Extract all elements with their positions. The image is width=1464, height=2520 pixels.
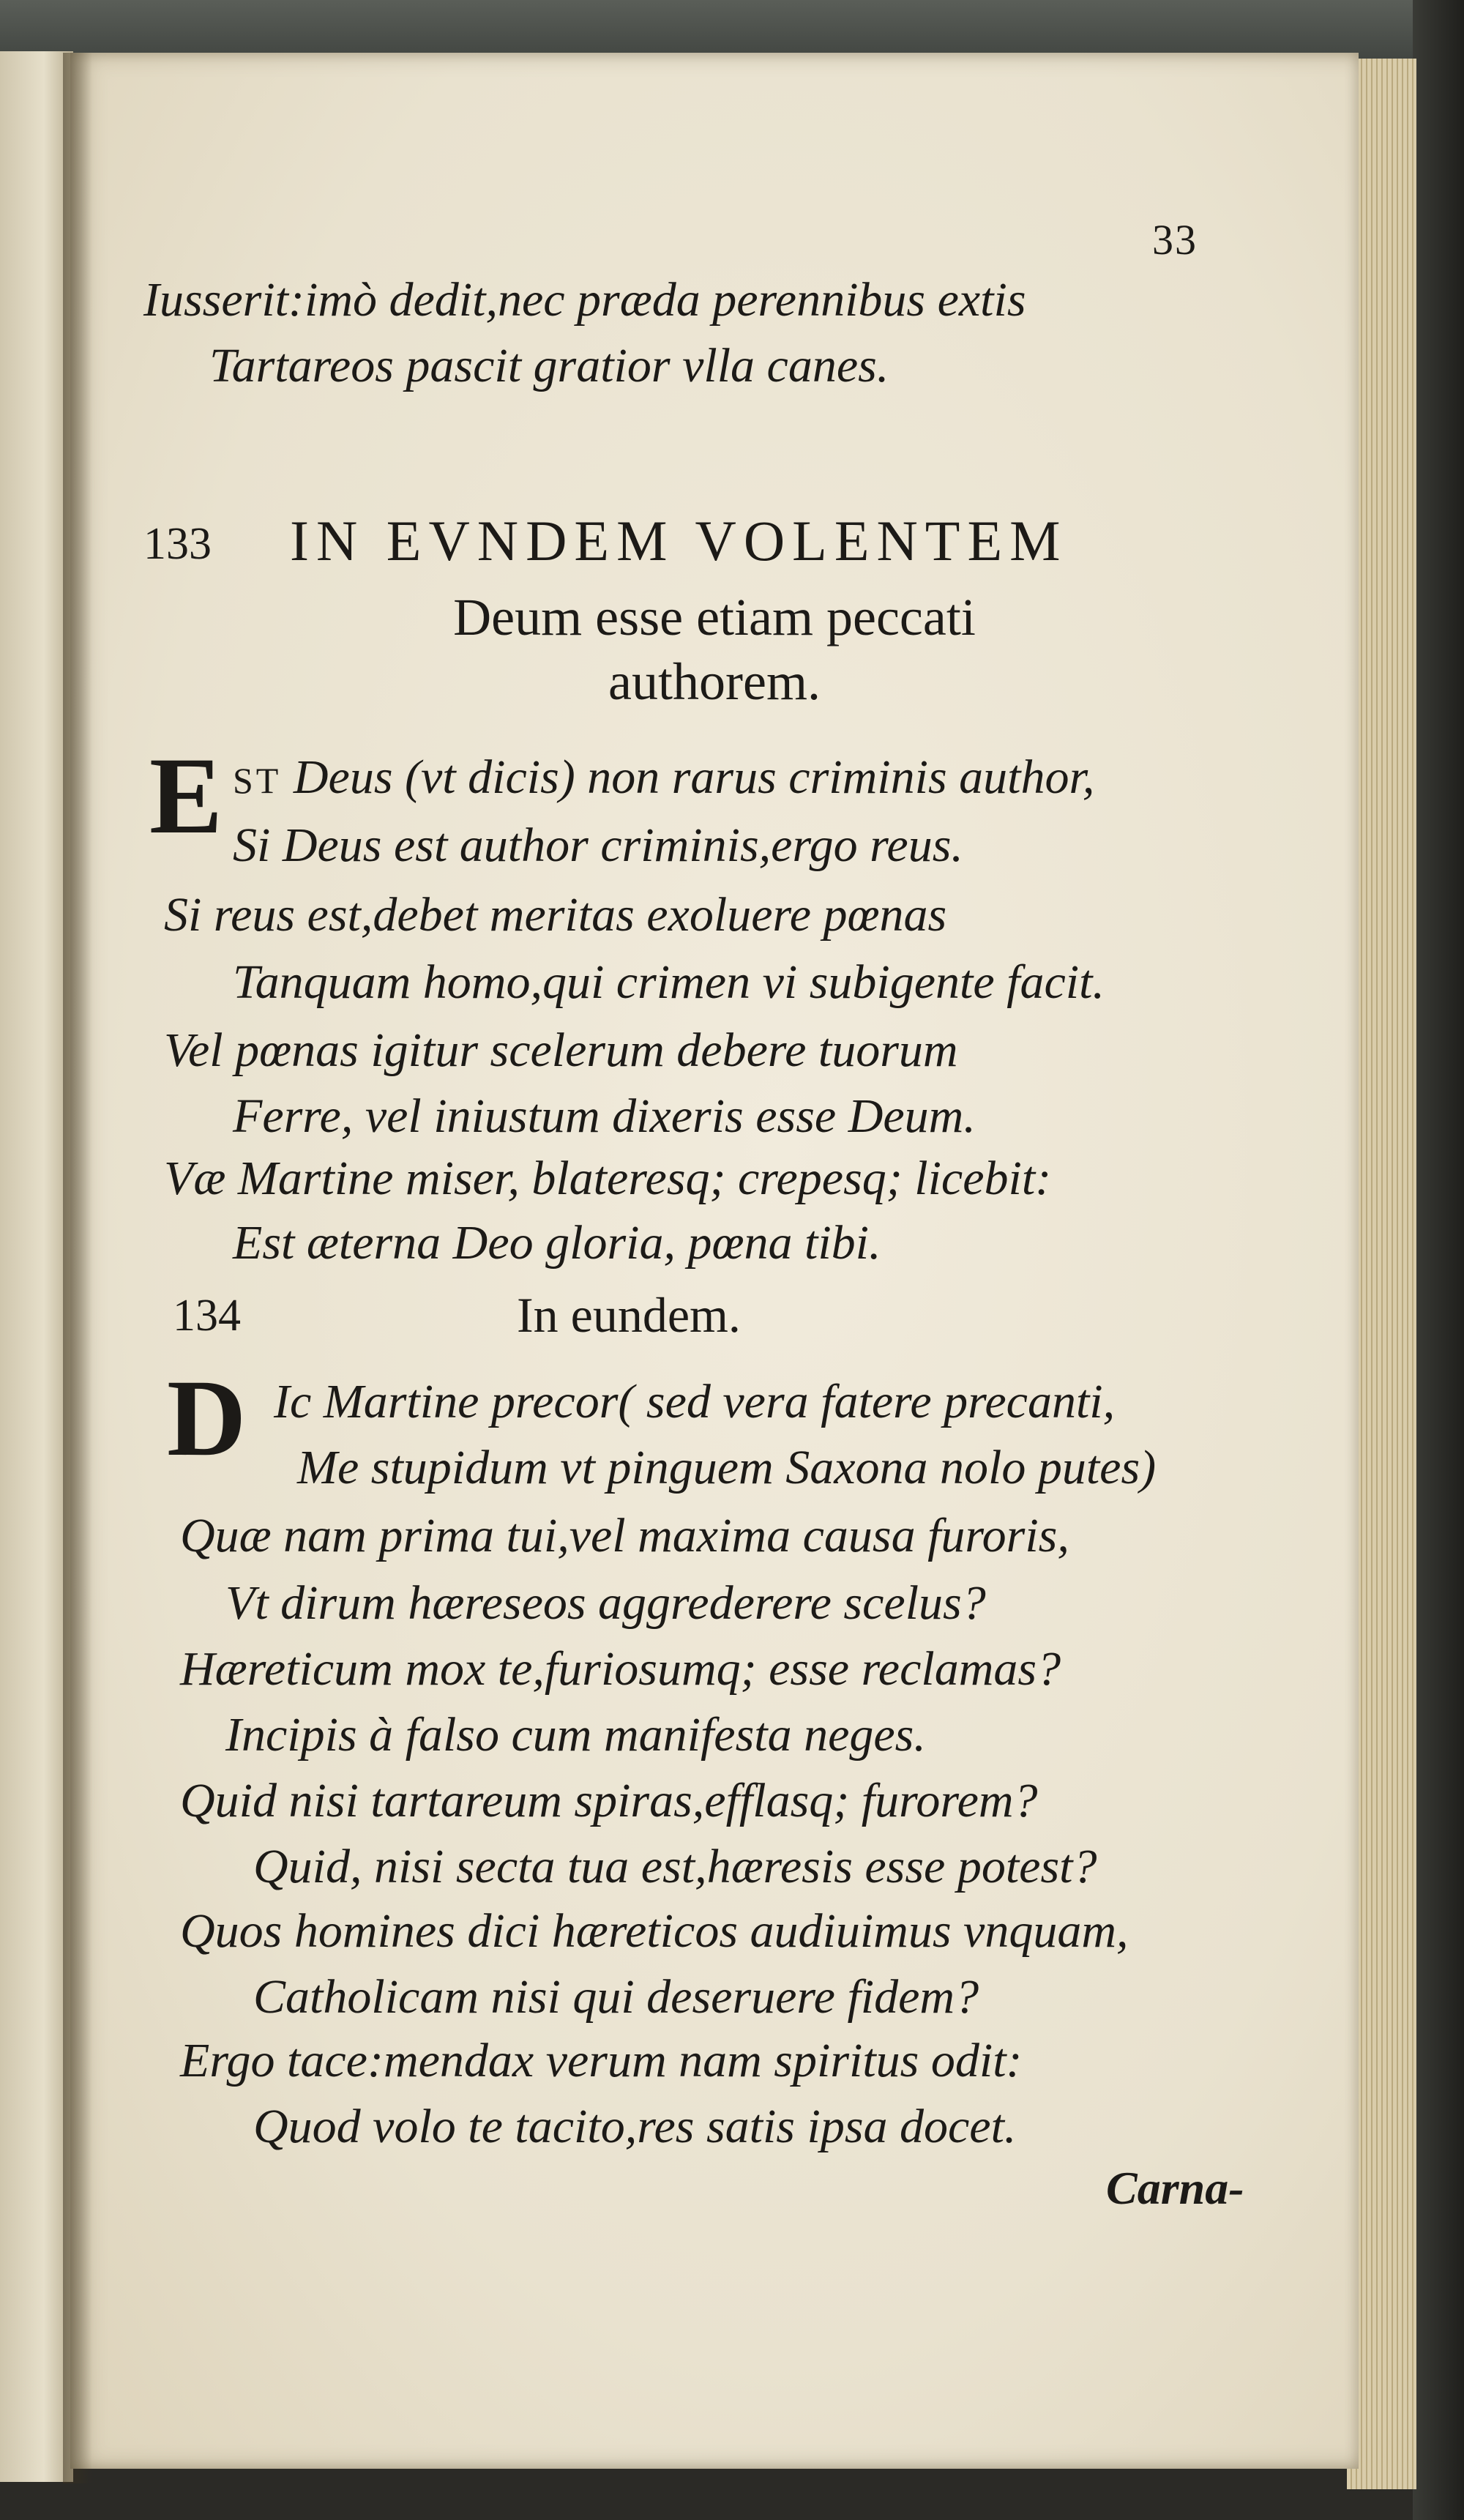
epigram-134-line-2: Me stupidum vt pinguem Saxona nolo putes) <box>297 1441 1157 1494</box>
epigram-134-line-12: Quod volo te tacito,res satis ipsa docet. <box>253 2100 1017 2153</box>
epigram-133-line-5: Vel pœnas igitur scelerum debere tuorum <box>164 1024 958 1077</box>
catchword: Carna- <box>1106 2162 1244 2214</box>
epigram-133-line-1 <box>233 750 1094 805</box>
epigram-133-heading: IN EVNDEM VOLENTEM <box>290 509 1068 573</box>
gutter-shadow <box>63 53 92 2483</box>
epigram-134-line-9: Quos homines dici hæreticos audiuimus vnquam, <box>180 1904 1129 1958</box>
epigram-number-133: 133 <box>143 519 212 569</box>
epigram-number-134: 134 <box>173 1291 241 1341</box>
epigram-133-heading-line2: Deum esse etiam peccati <box>453 588 976 646</box>
epigram-134-line-4: Vt dirum hæreseos aggrederere scelus? <box>225 1576 986 1630</box>
epigram-133-initial: E <box>149 735 223 857</box>
epigram-133-line-7: Væ Martine miser, blateresq; crepesq; licebit: <box>164 1152 1052 1205</box>
epigram-133-heading-line3: authorem. <box>608 652 821 711</box>
epigram-133-line-2: Si Deus est author criminis,ergo reus. <box>233 819 963 872</box>
epigram-134-initial: D <box>167 1357 247 1479</box>
top-line-2: Tartareos pascit gratior vlla canes. <box>209 339 889 392</box>
epigram-134-line-11: Ergo tace:mendax verum nam spiritus odit: <box>180 2034 1023 2087</box>
background-right <box>1413 0 1464 2520</box>
epigram-134-line-5: Hæreticum mox te,furiosumq; esse reclamas? <box>180 1642 1061 1696</box>
epigram-133-line-1-text: Deus (vt dicis) non rarus criminis author, <box>293 750 1095 804</box>
epigram-133-line-8: Est æterna Deo gloria, pœna tibi. <box>233 1216 881 1270</box>
left-page-edge <box>0 51 73 2482</box>
epigram-133-smallcap: ST <box>233 760 282 801</box>
epigram-134-line-7: Quid nisi tartareum spiras,efflasq; furorem? <box>180 1774 1038 1827</box>
epigram-134-line-10: Catholicam nisi qui deseruere fidem? <box>253 1970 979 2024</box>
epigram-133-line-6: Ferre, vel iniustum dixeris esse Deum. <box>233 1089 976 1143</box>
book-page <box>70 53 1359 2469</box>
epigram-134-heading: In eundem. <box>517 1287 741 1343</box>
epigram-134-line-6: Incipis à falso cum manifesta neges. <box>225 1708 926 1762</box>
epigram-133-line-4: Tanquam homo,qui crimen vi subigente facit. <box>233 955 1105 1009</box>
page-number: 33 <box>1152 216 1198 264</box>
epigram-134-line-8: Quid, nisi secta tua est,hæresis esse potest? <box>253 1840 1097 1893</box>
top-line-1: Iusserit:imò dedit,nec præda perennibus extis <box>143 273 1026 327</box>
epigram-133-line-3: Si reus est,debet meritas exoluere pœnas <box>164 888 947 942</box>
epigram-134-line-3: Quæ nam prima tui,vel maxima causa furoris, <box>180 1509 1069 1562</box>
epigram-134-line-1: Ic Martine precor( sed vera fatere precanti, <box>274 1375 1116 1428</box>
